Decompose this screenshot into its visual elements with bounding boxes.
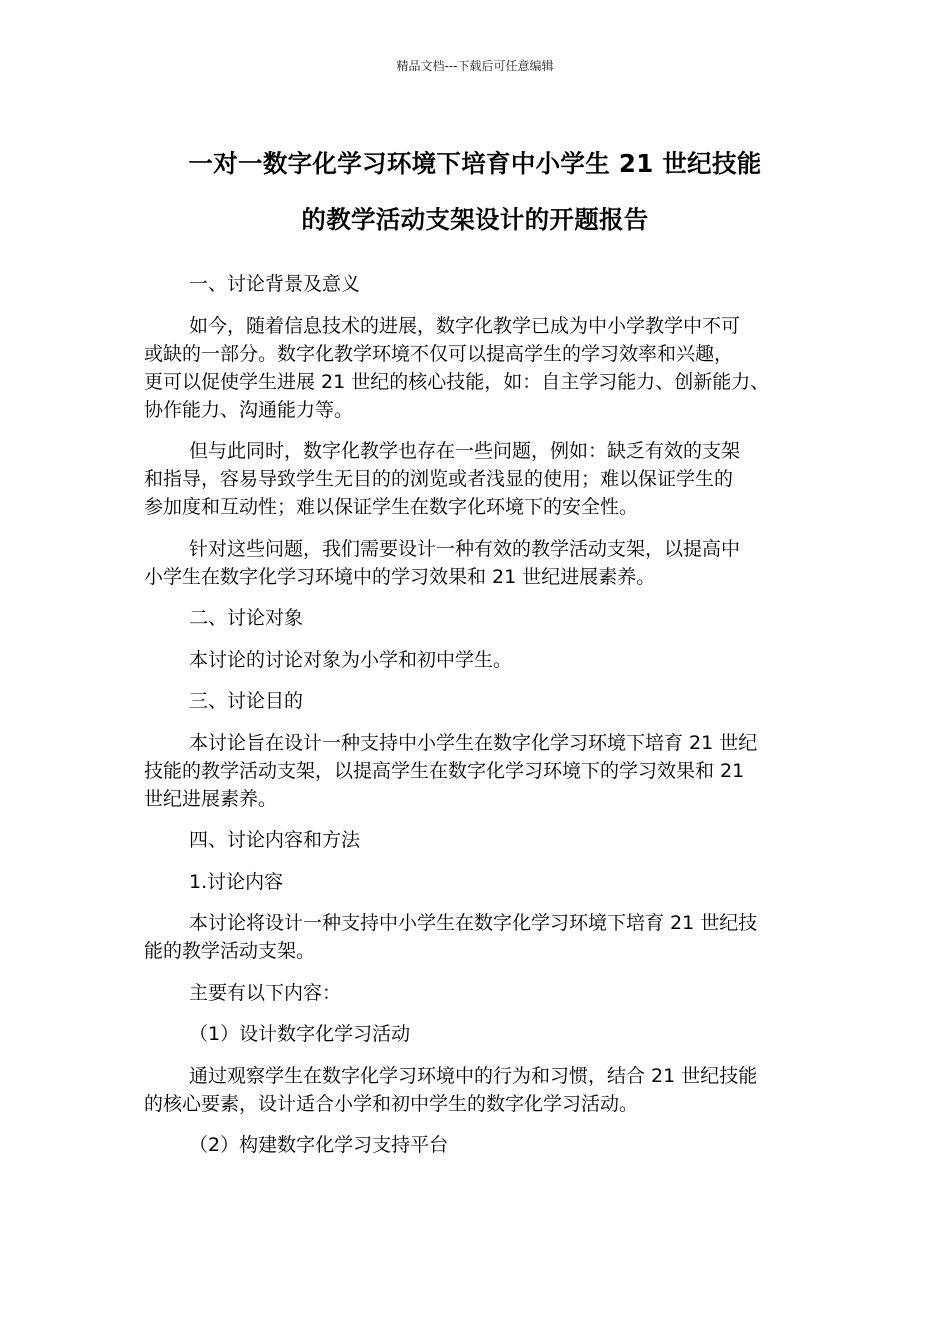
text-line: 本讨论将设计一种支持中小学生在数字化学习环境下培育 21 世纪技 [189, 912, 758, 934]
paragraph-content-2: 主要有以下内容： [189, 981, 342, 1004]
subsection-heading-content: 1.讨论内容 [189, 870, 284, 893]
title-line-1: 一对一数字化学习环境下培育中小学生 21 世纪技能 [188, 149, 762, 178]
text-line: 和指导，容易导致学生无目的的浏览或者浅显的使用；难以保证学生的 [144, 468, 734, 490]
paragraph-background-2 [144, 437, 816, 521]
paragraph-content-1 [144, 909, 816, 965]
document-body [144, 270, 816, 1173]
text-line: 世纪进展素养。 [144, 787, 278, 810]
paragraph-background-3 [144, 535, 816, 591]
text-line: 但与此同时，数字化教学也存在一些问题，例如：缺乏有效的支架 [189, 440, 741, 462]
title-line-2: 的教学活动支架设计的开题报告 [301, 205, 649, 234]
text-line: 协作能力、沟通能力等。 [144, 398, 354, 421]
text-line: 能的教学活动支架。 [144, 940, 316, 962]
text-line: 本讨论旨在设计一种支持中小学生在数字化学习环境下培育 21 世纪 [189, 731, 758, 754]
text-line: 小学生在数字化学习环境中的学习效果和 21 世纪进展素养。 [144, 565, 656, 588]
text-line: 通过观察学生在数字化学习环境中的行为和习惯，结合 21 世纪技能 [189, 1064, 758, 1087]
paragraph-subjects: 本讨论的讨论对象为小学和初中学生。 [189, 648, 513, 671]
text-line: 技能的教学活动支架，以提高学生在数字化学习环境下的学习效果和 21 [144, 759, 745, 782]
section-heading-content-method: 四、讨论内容和方法 [189, 829, 361, 851]
list-item-2: （2）构建数字化学习支持平台 [189, 1134, 449, 1156]
paragraph-purpose [144, 729, 816, 813]
section-heading-purpose: 三、讨论目的 [189, 690, 304, 712]
section-heading-subjects: 二、讨论对象 [189, 607, 304, 629]
text-line: 更可以促使学生进展 21 世纪的核心技能，如：自主学习能力、创新能力、 [144, 370, 770, 393]
text-line: 参加度和互动性；难以保证学生在数字化环境下的安全性。 [144, 496, 639, 518]
document-title [120, 136, 830, 248]
text-line: 针对这些问题，我们需要设计一种有效的教学活动支架，以提高中 [189, 537, 741, 560]
section-heading-background: 一、讨论背景及意义 [189, 273, 361, 295]
page-header: 精品文档---下载后可任意编辑 [396, 59, 554, 73]
paragraph-content-3 [144, 1062, 816, 1118]
paragraph-background-1 [144, 312, 816, 424]
text-line: 如今，随着信息技术的进展，数字化教学已成为中小学教学中不可 [189, 314, 741, 337]
text-line: 或缺的一部分。数字化教学环境不仅可以提高学生的学习效率和兴趣， [144, 342, 734, 365]
list-item-1: （1）设计数字化学习活动 [189, 1023, 411, 1045]
text-line: 的核心要素，设计适合小学和初中学生的数字化学习活动。 [144, 1092, 639, 1115]
